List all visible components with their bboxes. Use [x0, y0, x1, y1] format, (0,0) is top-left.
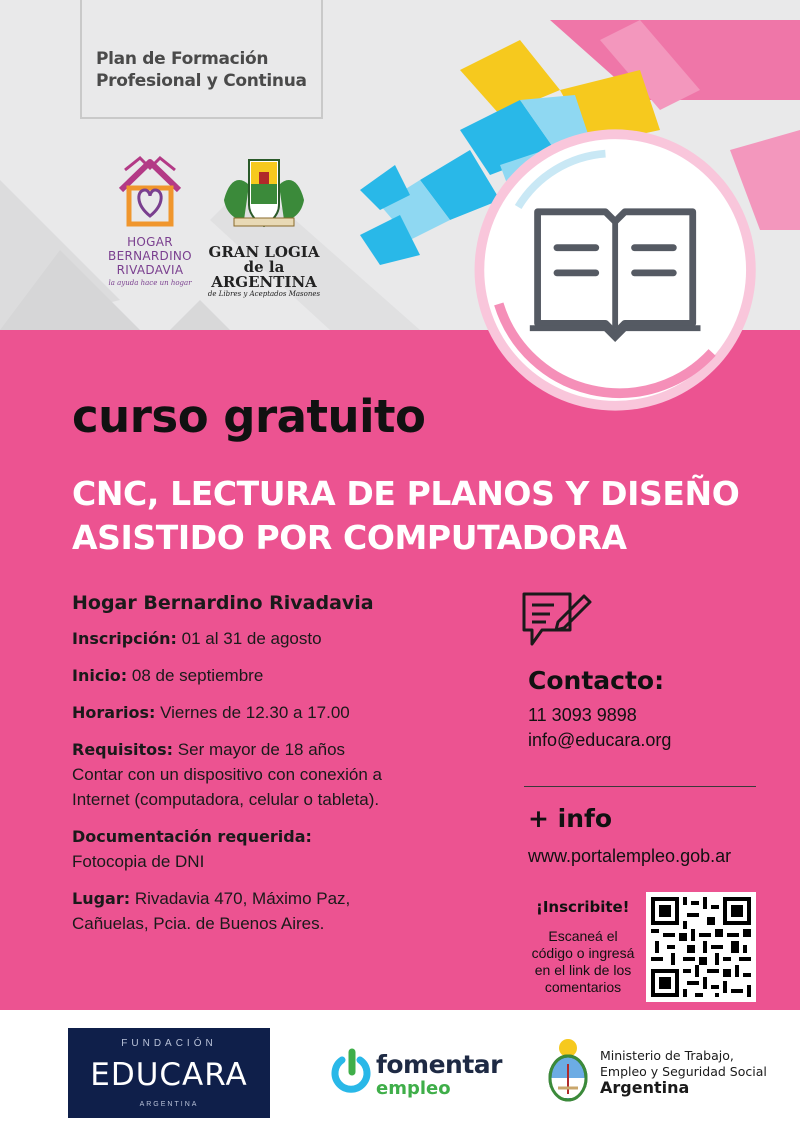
- empleo-word: empleo: [376, 1078, 451, 1099]
- gran-logia-logo: [204, 150, 324, 299]
- inscripcion-row: [72, 626, 492, 651]
- inscripcion-label: Inscripción:: [72, 629, 177, 648]
- ministerio-line-3: Argentina: [600, 1078, 690, 1097]
- plan-line-2: Profesional y Continua: [96, 71, 307, 91]
- course-title-line-2: ASISTIDO POR COMPUTADORA: [72, 518, 627, 557]
- divider: [524, 786, 756, 787]
- course-title-line-1: CNC, LECTURA DE PLANOS Y DISEÑO: [72, 474, 740, 513]
- fomentar-power-icon: [330, 1048, 374, 1098]
- lugar-line-2: Cañuelas, Pcia. de Buenos Aires.: [72, 914, 325, 933]
- lugar-row: [72, 886, 492, 936]
- book-circle-graphic: [460, 110, 780, 430]
- lugar-value: Rivadavia 470, Máximo Paz,: [130, 889, 351, 908]
- qr-code-icon: [651, 897, 751, 997]
- contact-email[interactable]: info@educara.org: [528, 730, 672, 750]
- place-name: Hogar Bernardino Rivadavia: [72, 592, 374, 614]
- inscribite-label: ¡Inscribite!: [536, 898, 630, 916]
- requisitos-value: Ser mayor de 18 años: [173, 740, 346, 759]
- hogar-tagline: la ayuda hace un hogar: [108, 279, 192, 287]
- educara-top: FUNDACIÓN: [121, 1038, 217, 1049]
- hogar-line-2: BERNARDINO: [108, 249, 192, 263]
- scan-line-4: comentarios: [544, 979, 622, 995]
- horarios-value: Viernes de 12.30 a 17.00: [155, 703, 350, 722]
- ministerio-line-2: Empleo y Seguridad Social: [600, 1064, 767, 1079]
- argentina-coat-of-arms-icon: [540, 1036, 596, 1108]
- curso-gratuito-heading: curso gratuito: [72, 390, 426, 443]
- educara-bottom: ARGENTINA: [139, 1101, 199, 1108]
- horarios-label: Horarios:: [72, 703, 156, 722]
- qr-code[interactable]: [646, 892, 756, 1002]
- course-title: [72, 472, 739, 560]
- requisitos-line-2: Contar con un dispositivo con conexión a: [72, 765, 382, 784]
- inicio-row: [72, 663, 492, 688]
- house-heart-icon: [115, 150, 185, 230]
- scan-line-2: código o ingresá: [531, 945, 635, 961]
- plan-formacion-box: [80, 0, 323, 119]
- documentacion-label: Documentación requerida:: [72, 827, 312, 846]
- ministerio-text: [600, 1048, 767, 1096]
- educara-main: EDUCARA: [90, 1057, 248, 1093]
- horarios-row: [72, 700, 492, 725]
- requisitos-row: [72, 737, 492, 812]
- scan-line-1: Escaneá el: [548, 928, 618, 944]
- contacto-heading: Contacto:: [528, 666, 665, 695]
- hogar-line-3: RIVADAVIA: [116, 263, 184, 277]
- hogar-line-1: HOGAR: [127, 235, 173, 249]
- more-info-heading: + info: [528, 804, 613, 833]
- inicio-label: Inicio:: [72, 666, 128, 685]
- inscripcion-value: 01 al 31 de agosto: [176, 629, 322, 648]
- fomentar-word: fomentar: [376, 1050, 503, 1079]
- contact-phone: 11 3093 9898: [528, 705, 637, 725]
- scan-instructions: [528, 928, 638, 996]
- fundacion-educara-logo: [68, 1028, 270, 1118]
- masonic-shield-icon: [214, 150, 314, 240]
- ministerio-line-1: Ministerio de Trabajo,: [600, 1048, 734, 1063]
- logia-line-2: de la ARGENTINA: [211, 258, 317, 291]
- documentacion-row: [72, 824, 492, 874]
- requisitos-line-3: Internet (computadora, celular o tableta).: [72, 790, 380, 809]
- documentacion-value: Fotocopia de DNI: [72, 852, 205, 871]
- hogar-logo: [100, 150, 200, 287]
- logia-line-3: de Libres y Aceptados Masones: [207, 290, 321, 298]
- requisitos-label: Requisitos:: [72, 740, 174, 759]
- scan-line-3: en el link de los: [534, 962, 632, 978]
- course-details: [72, 592, 492, 948]
- plan-line-1: Plan de Formación: [96, 49, 269, 69]
- write-message-icon: [520, 590, 596, 652]
- inicio-value: 08 de septiembre: [127, 666, 264, 685]
- logia-line-1: GRAN LOGIA: [208, 243, 320, 261]
- portal-link[interactable]: www.portalempleo.gob.ar: [528, 846, 732, 866]
- ministerio-logo: [540, 1036, 780, 1113]
- fomentar-empleo-logo: [330, 1048, 503, 1103]
- lugar-label: Lugar:: [72, 889, 131, 908]
